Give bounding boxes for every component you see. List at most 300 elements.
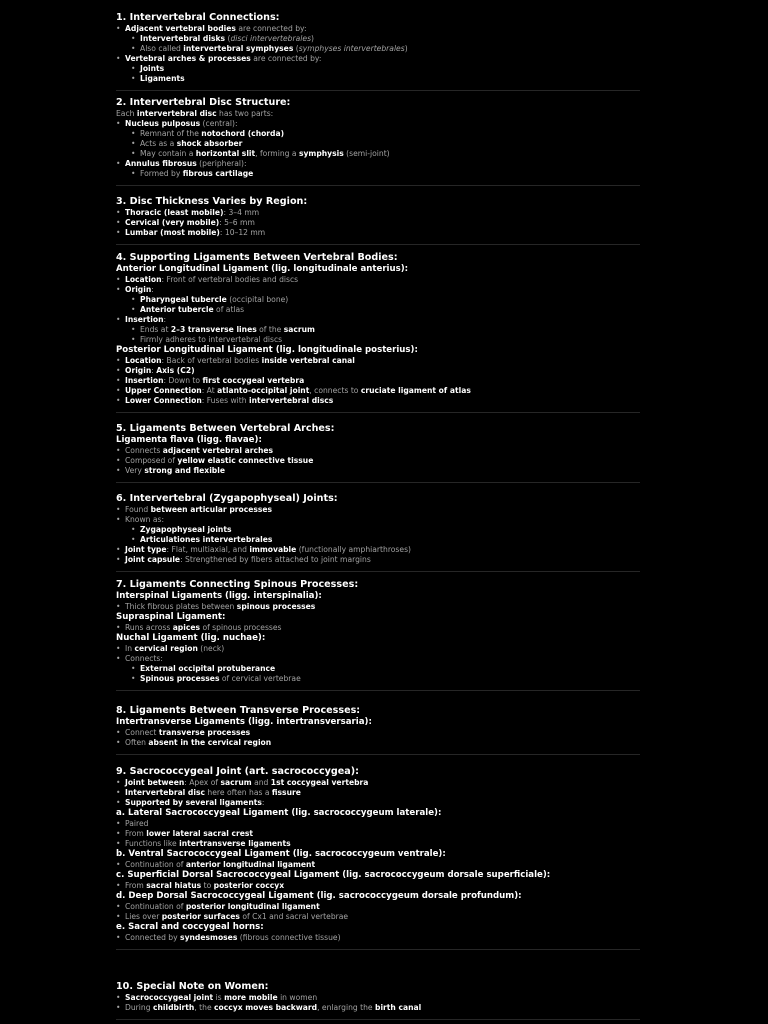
list-item: [116, 295, 640, 305]
bullet-icon: •: [116, 54, 121, 63]
text-run: here often has a: [205, 788, 272, 797]
bullet-icon: •: [116, 881, 121, 890]
bullet-icon: •: [131, 139, 136, 148]
list-item: [116, 993, 640, 1003]
bold-text: fibrous cartilage: [182, 169, 254, 178]
bold-text: anterior longitudinal ligament: [185, 860, 316, 869]
bullet-icon: •: [131, 64, 136, 73]
text-run: From: [125, 829, 147, 838]
bullet-list: [116, 993, 640, 1013]
bold-text: between articular processes: [150, 505, 273, 514]
italic-text: disci intervertebrales: [230, 34, 312, 43]
bullet-list: [116, 902, 640, 922]
list-item: [116, 839, 640, 849]
text-run: Composed of: [125, 456, 178, 465]
bullet-icon: •: [116, 376, 121, 385]
text-run: :: [151, 366, 157, 375]
list-item: [116, 623, 640, 633]
bold-text: Vertebral arches & processes: [125, 54, 251, 63]
list-item: [116, 44, 640, 54]
list-item: [116, 149, 640, 159]
bullet-list: [116, 644, 640, 684]
text-run: (occipital bone): [226, 295, 289, 304]
bold-text: Nucleus pulposus: [125, 119, 201, 128]
bold-text: first coccygeal vertebra: [202, 376, 305, 385]
list-item: [116, 860, 640, 870]
section-heading: 6. Intervertebral (Zygapophyseal) Joints:: [116, 493, 338, 504]
text-run: Functions like: [125, 839, 180, 848]
bold-text: intervertebral disc: [136, 109, 217, 118]
text-run: (: [225, 34, 231, 43]
text-run: Connected by: [125, 933, 181, 942]
text-run: :: [151, 285, 154, 294]
text-run: Continuation of: [125, 902, 186, 911]
text-run: (semi-joint): [343, 149, 390, 158]
subsection-heading: Posterior Longitudinal Ligament (lig. longitudinale posterius):: [116, 345, 418, 355]
bullet-icon: •: [116, 366, 121, 375]
bullet-icon: •: [131, 74, 136, 83]
list-item: [116, 285, 640, 295]
list-item: [116, 555, 640, 565]
bold-text: Lumbar (most mobile): [125, 228, 220, 237]
text-run: : 5–6 mm: [219, 218, 255, 227]
list-item: [116, 819, 640, 829]
text-run: : 3–4 mm: [223, 208, 260, 217]
section: [116, 97, 640, 186]
bullet-icon: •: [116, 386, 121, 395]
text-run: Paired: [125, 819, 149, 828]
text-run: : Front of vertebral bodies and discs: [161, 275, 299, 284]
subsection-heading: e. Sacral and coccygeal horns:: [116, 922, 264, 932]
bold-text: Insertion: [125, 315, 164, 324]
subsection-heading: Interspinal Ligaments (ligg. interspinalia):: [116, 591, 322, 601]
text-run: Continuation of: [125, 860, 186, 869]
text-run: Also called: [140, 44, 184, 53]
list-item: [116, 119, 640, 129]
bullet-icon: •: [116, 159, 121, 168]
text-run: , enlarging the: [317, 1003, 376, 1012]
text-run: has two parts:: [216, 109, 274, 118]
subsection-heading: b. Ventral Sacrococcygeal Ligament (lig. sacrococcygeum ventrale):: [116, 849, 446, 859]
list-item: [116, 525, 640, 535]
text-run: of Cx1 and sacral vertebrae: [239, 912, 349, 921]
bold-text: 1st coccygeal vertebra: [270, 778, 369, 787]
subsection-heading: Supraspinal Ligament:: [116, 612, 226, 622]
bold-text: Joints: [140, 64, 165, 73]
bold-text: Spinous processes: [140, 674, 220, 683]
bold-text: External occipital protuberance: [140, 664, 276, 673]
text-run: Found: [125, 505, 151, 514]
section-heading: 5. Ligaments Between Vertebral Arches:: [116, 423, 335, 434]
bold-text: shock absorber: [176, 139, 243, 148]
bold-text: lower lateral sacral crest: [146, 829, 254, 838]
bullet-icon: •: [116, 466, 121, 475]
bullet-icon: •: [116, 208, 121, 217]
bullet-icon: •: [116, 555, 121, 564]
bold-text: cervical region: [134, 644, 198, 653]
bold-text: horizontal slit: [195, 149, 256, 158]
list-item: [116, 902, 640, 912]
bold-text: posterior coccyx: [213, 881, 285, 890]
text-run: : Apex of: [184, 778, 221, 787]
list-item: [116, 798, 640, 808]
bold-text: Adjacent vertebral bodies: [125, 24, 236, 33]
bullet-icon: •: [116, 738, 121, 747]
text-run: Lies over: [125, 912, 162, 921]
bullet-icon: •: [116, 819, 121, 828]
bold-text: Location: [125, 275, 162, 284]
list-item: [116, 129, 640, 139]
text-run: : Fuses with: [201, 396, 249, 405]
section-heading: 10. Special Note on Women:: [116, 981, 269, 992]
bold-text: notochord (chorda): [201, 129, 285, 138]
bullet-icon: •: [131, 525, 136, 534]
bold-text: Insertion: [125, 376, 164, 385]
list-item: [116, 74, 640, 84]
text-run: of the: [256, 325, 284, 334]
text-run: In: [125, 644, 135, 653]
bold-text: Intervertebral disks: [140, 34, 226, 43]
bold-text: Joint capsule: [125, 555, 181, 564]
bullet-list: [116, 778, 640, 808]
text-run: : Flat, multiaxial, and: [166, 545, 250, 554]
text-run: :: [163, 315, 167, 324]
text-run: Firmly adheres to intervertebral discs: [140, 335, 283, 344]
list-item: [116, 218, 640, 228]
subsection-heading: Ligamenta flava (ligg. flavae):: [116, 435, 262, 445]
bullet-list: [116, 623, 640, 633]
list-item: [116, 778, 640, 788]
list-item: [116, 64, 640, 74]
bold-text: Joint between: [125, 778, 185, 787]
list-item: [116, 159, 640, 169]
bullet-icon: •: [116, 602, 121, 611]
bold-text: Origin: [125, 366, 152, 375]
bold-text: Origin: [125, 285, 152, 294]
bullet-icon: •: [116, 829, 121, 838]
bold-text: Articulationes intervertebrales: [140, 535, 273, 544]
section-heading: 8. Ligaments Between Transverse Processes:: [116, 705, 361, 716]
bullet-icon: •: [131, 34, 136, 43]
list-item: [116, 545, 640, 555]
bullet-icon: •: [131, 674, 136, 683]
bullet-icon: •: [116, 654, 121, 663]
list-item: [116, 376, 640, 386]
list-item: [116, 602, 640, 612]
bold-text: intervertebral symphyses: [183, 44, 294, 53]
bold-text: Zygapophyseal joints: [140, 525, 232, 534]
text-run: Connects:: [125, 654, 163, 663]
list-item: [116, 738, 640, 748]
section: [116, 196, 640, 245]
bold-text: sacral hiatus: [146, 881, 202, 890]
bold-text: immovable: [249, 545, 297, 554]
bold-text: strong and flexible: [144, 466, 225, 475]
bullet-list: [116, 881, 640, 891]
bold-text: intervertebral discs: [249, 396, 334, 405]
bold-text: 2–3 transverse lines: [170, 325, 257, 334]
bullet-icon: •: [131, 335, 136, 344]
list-item: [116, 169, 640, 179]
text-run: Thick fibrous plates between: [125, 602, 237, 611]
list-item: [116, 466, 640, 476]
list-item: [116, 386, 640, 396]
list-item: [116, 456, 640, 466]
list-item: [116, 728, 640, 738]
list-item: [116, 54, 640, 64]
text-run: of atlas: [213, 305, 245, 314]
bold-text: symphysis: [298, 149, 344, 158]
section-heading: 2. Intervertebral Disc Structure:: [116, 97, 291, 108]
bullet-icon: •: [131, 535, 136, 544]
bold-text: absent in the cervical region: [148, 738, 272, 747]
bullet-icon: •: [116, 798, 121, 807]
bold-text: posterior surfaces: [161, 912, 240, 921]
section: [116, 766, 640, 950]
bullet-icon: •: [131, 325, 136, 334]
section: [116, 423, 640, 483]
bullet-icon: •: [116, 788, 121, 797]
text-run: to: [201, 881, 214, 890]
bullet-list: [116, 602, 640, 612]
list-item: [116, 933, 640, 943]
bullet-icon: •: [116, 623, 121, 632]
text-run: is: [213, 993, 225, 1002]
section: [116, 705, 640, 755]
bold-text: spinous processes: [236, 602, 316, 611]
text-run: Acts as a: [140, 139, 177, 148]
text-run: (peripheral):: [196, 159, 247, 168]
text-run: are connected by:: [250, 54, 322, 63]
list-item: [116, 24, 640, 34]
subsection-heading: Nuchal Ligament (lig. nuchae):: [116, 633, 266, 643]
bold-text: posterior longitudinal ligament: [185, 902, 320, 911]
text-run: are connected by:: [235, 24, 307, 33]
list-item: [116, 535, 640, 545]
bold-text: Ligaments: [140, 74, 185, 83]
text-run: ): [311, 34, 314, 43]
bold-text: fissure: [271, 788, 301, 797]
list-item: [116, 396, 640, 406]
list-item: [116, 829, 640, 839]
bullet-icon: •: [131, 664, 136, 673]
section-heading: 1. Intervertebral Connections:: [116, 12, 280, 23]
bold-text: Cervical (very mobile): [125, 218, 220, 227]
bold-text: Anterior tubercle: [140, 305, 214, 314]
bullet-icon: •: [131, 44, 136, 53]
bullet-icon: •: [116, 545, 121, 554]
list-item: [116, 315, 640, 325]
text-run: in women: [277, 993, 318, 1002]
subsection-heading: a. Lateral Sacrococcygeal Ligament (lig. sacrococcygeum laterale):: [116, 808, 442, 818]
bullet-icon: •: [116, 24, 121, 33]
subsection-heading: Anterior Longitudinal Ligament (lig. longitudinale anterius):: [116, 264, 409, 274]
list-item: [116, 366, 640, 376]
bold-text: Axis (C2): [156, 366, 195, 375]
bullet-icon: •: [131, 169, 136, 178]
subsection-heading: d. Deep Dorsal Sacrococcygeal Ligament (lig. sacrococcygeum dorsale profundum):: [116, 891, 522, 901]
list-item: [116, 275, 640, 285]
list-item: [116, 325, 640, 335]
text-run: : Strengthened by fibers attached to joint margins: [180, 555, 371, 564]
bullet-icon: •: [116, 778, 121, 787]
bullet-icon: •: [116, 728, 121, 737]
list-item: [116, 34, 640, 44]
bullet-icon: •: [116, 515, 121, 524]
bold-text: Lower Connection: [125, 396, 202, 405]
bold-text: more mobile: [224, 993, 278, 1002]
text-run: Known as:: [125, 515, 165, 524]
bullet-icon: •: [116, 356, 121, 365]
text-run: : Down to: [163, 376, 203, 385]
bullet-icon: •: [116, 228, 121, 237]
bold-text: inside vertebral canal: [261, 356, 355, 365]
subsection-heading: Intertransverse Ligaments (ligg. intertransversaria):: [116, 717, 372, 727]
bullet-icon: •: [116, 396, 121, 405]
list-item: [116, 505, 640, 515]
bold-text: sacrum: [220, 778, 252, 787]
bold-text: intertransverse ligaments: [179, 839, 291, 848]
bold-text: transverse processes: [158, 728, 251, 737]
bold-text: Sacrococcygeal joint: [125, 993, 214, 1002]
bold-text: Location: [125, 356, 162, 365]
list-item: [116, 356, 640, 366]
bullet-list: [116, 119, 640, 179]
bold-text: Annulus fibrosus: [125, 159, 197, 168]
bullet-icon: •: [116, 644, 121, 653]
text-run: Each: [116, 109, 137, 118]
list-item: [116, 912, 640, 922]
list-item: [116, 139, 640, 149]
subsection-heading: c. Superficial Dorsal Sacrococcygeal Ligament (lig. sacrococcygeum dorsale superficiale):: [116, 870, 551, 880]
bullet-list: [116, 275, 640, 345]
bold-text: sacrum: [283, 325, 315, 334]
paragraph: [116, 109, 640, 119]
text-run: Very: [125, 466, 145, 475]
section-heading: 4. Supporting Ligaments Between Vertebral Bodies:: [116, 252, 398, 263]
bullet-list: [116, 24, 640, 84]
text-run: (fibrous connective tissue): [237, 933, 341, 942]
italic-text: symphyses intervertebrales: [298, 44, 405, 53]
text-run: Connects: [125, 446, 163, 455]
list-item: [116, 788, 640, 798]
list-item: [116, 515, 640, 525]
text-run: Remnant of the: [140, 129, 202, 138]
bold-text: apices: [172, 623, 201, 632]
section-heading: 3. Disc Thickness Varies by Region:: [116, 196, 308, 207]
section-heading: 7. Ligaments Connecting Spinous Processes:: [116, 579, 359, 590]
bullet-icon: •: [116, 933, 121, 942]
text-run: Runs across: [125, 623, 173, 632]
text-run: ): [404, 44, 408, 53]
bullet-icon: •: [116, 315, 121, 324]
bullet-icon: •: [116, 119, 121, 128]
bold-text: Thoracic (least mobile): [125, 208, 224, 217]
section: [116, 493, 640, 572]
text-run: May contain a: [140, 149, 196, 158]
bullet-icon: •: [116, 1003, 121, 1012]
bullet-icon: •: [131, 129, 136, 138]
list-item: [116, 664, 640, 674]
text-run: (central):: [200, 119, 238, 128]
bullet-icon: •: [116, 446, 121, 455]
text-run: : At: [201, 386, 218, 395]
list-item: [116, 228, 640, 238]
bullet-icon: •: [116, 456, 121, 465]
bullet-icon: •: [116, 860, 121, 869]
text-run: Often: [125, 738, 149, 747]
list-item: [116, 446, 640, 456]
bold-text: Upper Connection: [125, 386, 202, 395]
bold-text: Pharyngeal tubercle: [140, 295, 227, 304]
text-run: : Back of vertebral bodies: [161, 356, 262, 365]
bold-text: yellow elastic connective tissue: [177, 456, 314, 465]
section: [116, 981, 640, 1020]
text-run: During: [125, 1003, 153, 1012]
bold-text: atlanto-occipital joint: [217, 386, 310, 395]
bullet-list: [116, 728, 640, 748]
bullet-list: [116, 446, 640, 476]
list-item: [116, 881, 640, 891]
bullet-icon: •: [131, 295, 136, 304]
text-run: Ends at: [140, 325, 171, 334]
bullet-icon: •: [116, 218, 121, 227]
bullet-icon: •: [116, 912, 121, 921]
bullet-icon: •: [116, 839, 121, 848]
bullet-icon: •: [116, 505, 121, 514]
text-run: , connects to: [309, 386, 361, 395]
bold-text: cruciate ligament of atlas: [360, 386, 471, 395]
bullet-list: [116, 819, 640, 849]
text-run: :: [261, 798, 265, 807]
bullet-icon: •: [116, 285, 121, 294]
list-item: [116, 208, 640, 218]
list-item: [116, 335, 640, 345]
bullet-icon: •: [116, 275, 121, 284]
list-item: [116, 674, 640, 684]
text-run: : 10–12 mm: [219, 228, 266, 237]
text-run: of cervical vertebrae: [219, 674, 301, 683]
text-run: (functionally amphiarthroses): [296, 545, 411, 554]
text-run: Formed by: [140, 169, 183, 178]
list-item: [116, 654, 640, 664]
text-run: , forming a: [255, 149, 299, 158]
section: [116, 12, 640, 91]
bold-text: coccyx moves backward: [214, 1003, 318, 1012]
bullet-icon: •: [116, 902, 121, 911]
text-run: Connect: [125, 728, 159, 737]
bullet-icon: •: [131, 149, 136, 158]
text-run: of spinous processes: [200, 623, 282, 632]
bold-text: adjacent vertebral arches: [162, 446, 274, 455]
bullet-list: [116, 933, 640, 943]
bullet-list: [116, 505, 640, 565]
bullet-icon: •: [131, 305, 136, 314]
list-item: [116, 644, 640, 654]
bold-text: Joint type: [125, 545, 167, 554]
bullet-list: [116, 356, 640, 406]
text-run: and: [251, 778, 271, 787]
bullet-icon: •: [116, 993, 121, 1002]
text-run: (neck): [197, 644, 225, 653]
section: [116, 579, 640, 691]
list-item: [116, 1003, 640, 1013]
section: [116, 252, 640, 413]
bold-text: Intervertebral disc: [125, 788, 205, 797]
bold-text: birth canal: [375, 1003, 422, 1012]
text-run: (: [293, 44, 299, 53]
text-run: From: [125, 881, 147, 890]
